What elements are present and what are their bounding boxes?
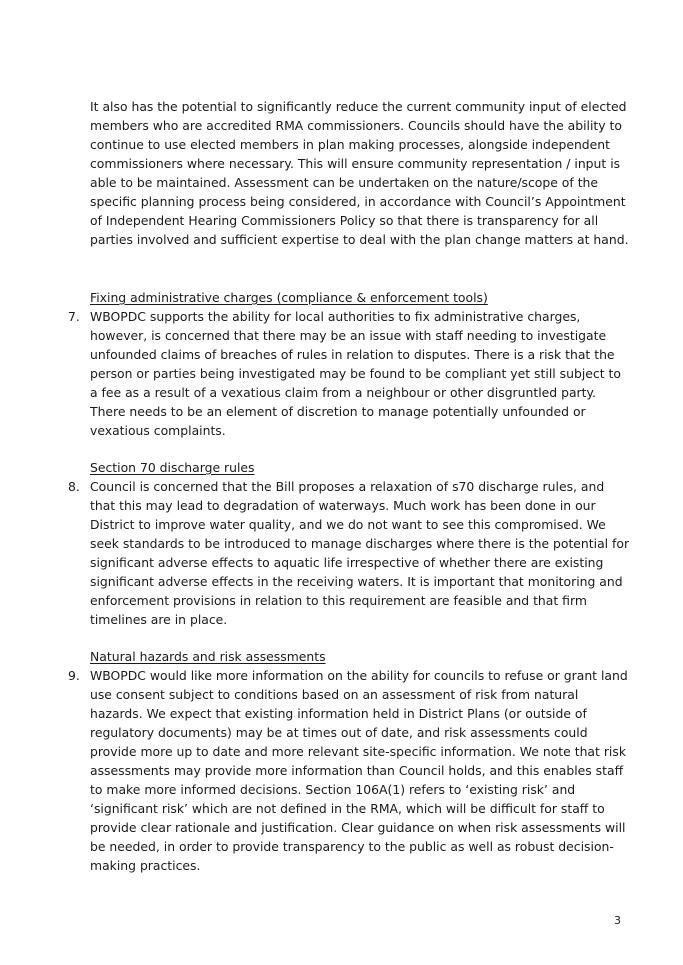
paragraph-text: Council is concerned that the Bill proposes a relaxation of s70 discharge rules, and that this may lead to degradation of waterways. Much work has been done in our District to improve water quality, and we do not want to see this compromised. We seek standards to be introduced to manage discharges where there is the potential for significant adverse effects to aquatic life irrespective of whether there are existing significant adverse effects in the receiving waters. It is important that monitoring and enforcement provisions in relation to this requirement are feasible and that firm timelines are in place. bbox=[90, 479, 630, 627]
paragraph-number: 7. bbox=[68, 309, 80, 324]
numbered-paragraph-9 bbox=[68, 666, 632, 875]
paragraph-number: 8. bbox=[68, 479, 80, 494]
paragraph-text: WBOPDC supports the ability for local authorities to fix administrative charges, however, is concerned that there may be an issue with staff needing to investigate unfounded claims of breaches of rules in relation to disputes. There is a risk that the person or parties being investigated may be found to be compliant yet still subject to a fee as a result of a vexatious claim from a neighbour or other disgruntled party. There needs to be an element of discretion to manage potentially unfounded or vexatious complaints. bbox=[90, 309, 621, 438]
paragraph-number: 9. bbox=[68, 668, 80, 683]
page-number: 3 bbox=[614, 914, 621, 927]
numbered-paragraph-8 bbox=[68, 477, 632, 629]
intro-paragraph: It also has the potential to significantly reduce the current community input of elected members who are accredited RMA commissioners. Councils should have the ability to continue to use elected members in plan making processes, alongside independent commissioners where necessary. This will ensure community representation / input is able to be maintained. Assessment can be undertaken on the nature/scope of the specific planning process being considered, in accordance with Council’s Appointment of Independent Hearing Commissioners Policy so that there is transparency for all parties involved and sufficient expertise to deal with the plan change matters at hand. bbox=[90, 99, 629, 247]
section-heading-administrative-charges: Fixing administrative charges (compliance & enforcement tools) bbox=[90, 290, 488, 305]
section-heading-natural-hazards: Natural hazards and risk assessments bbox=[90, 649, 326, 664]
numbered-paragraph-7 bbox=[68, 307, 632, 440]
section-heading-section-70: Section 70 discharge rules bbox=[90, 460, 255, 475]
paragraph-text: WBOPDC would like more information on the ability for councils to refuse or grant land use consent subject to conditions based on an assessment of risk from natural hazards. We expect that existing information held in District Plans (or outside of regulatory documents) may be at times out of date, and risk assessments could provide more up to date and more relevant site-specific information. We note that risk assessments may provide more information than Council holds, and this enables staff to make more informed decisions. Section 106A(1) refers to ‘existing risk’ and ‘significant risk’ which are not defined in the RMA, which will be difficult for staff to provide clear rationale and justification. Clear guidance on when risk assessments will be needed, in order to provide transparency to the public as well as robust decision-making practices. bbox=[90, 668, 628, 873]
